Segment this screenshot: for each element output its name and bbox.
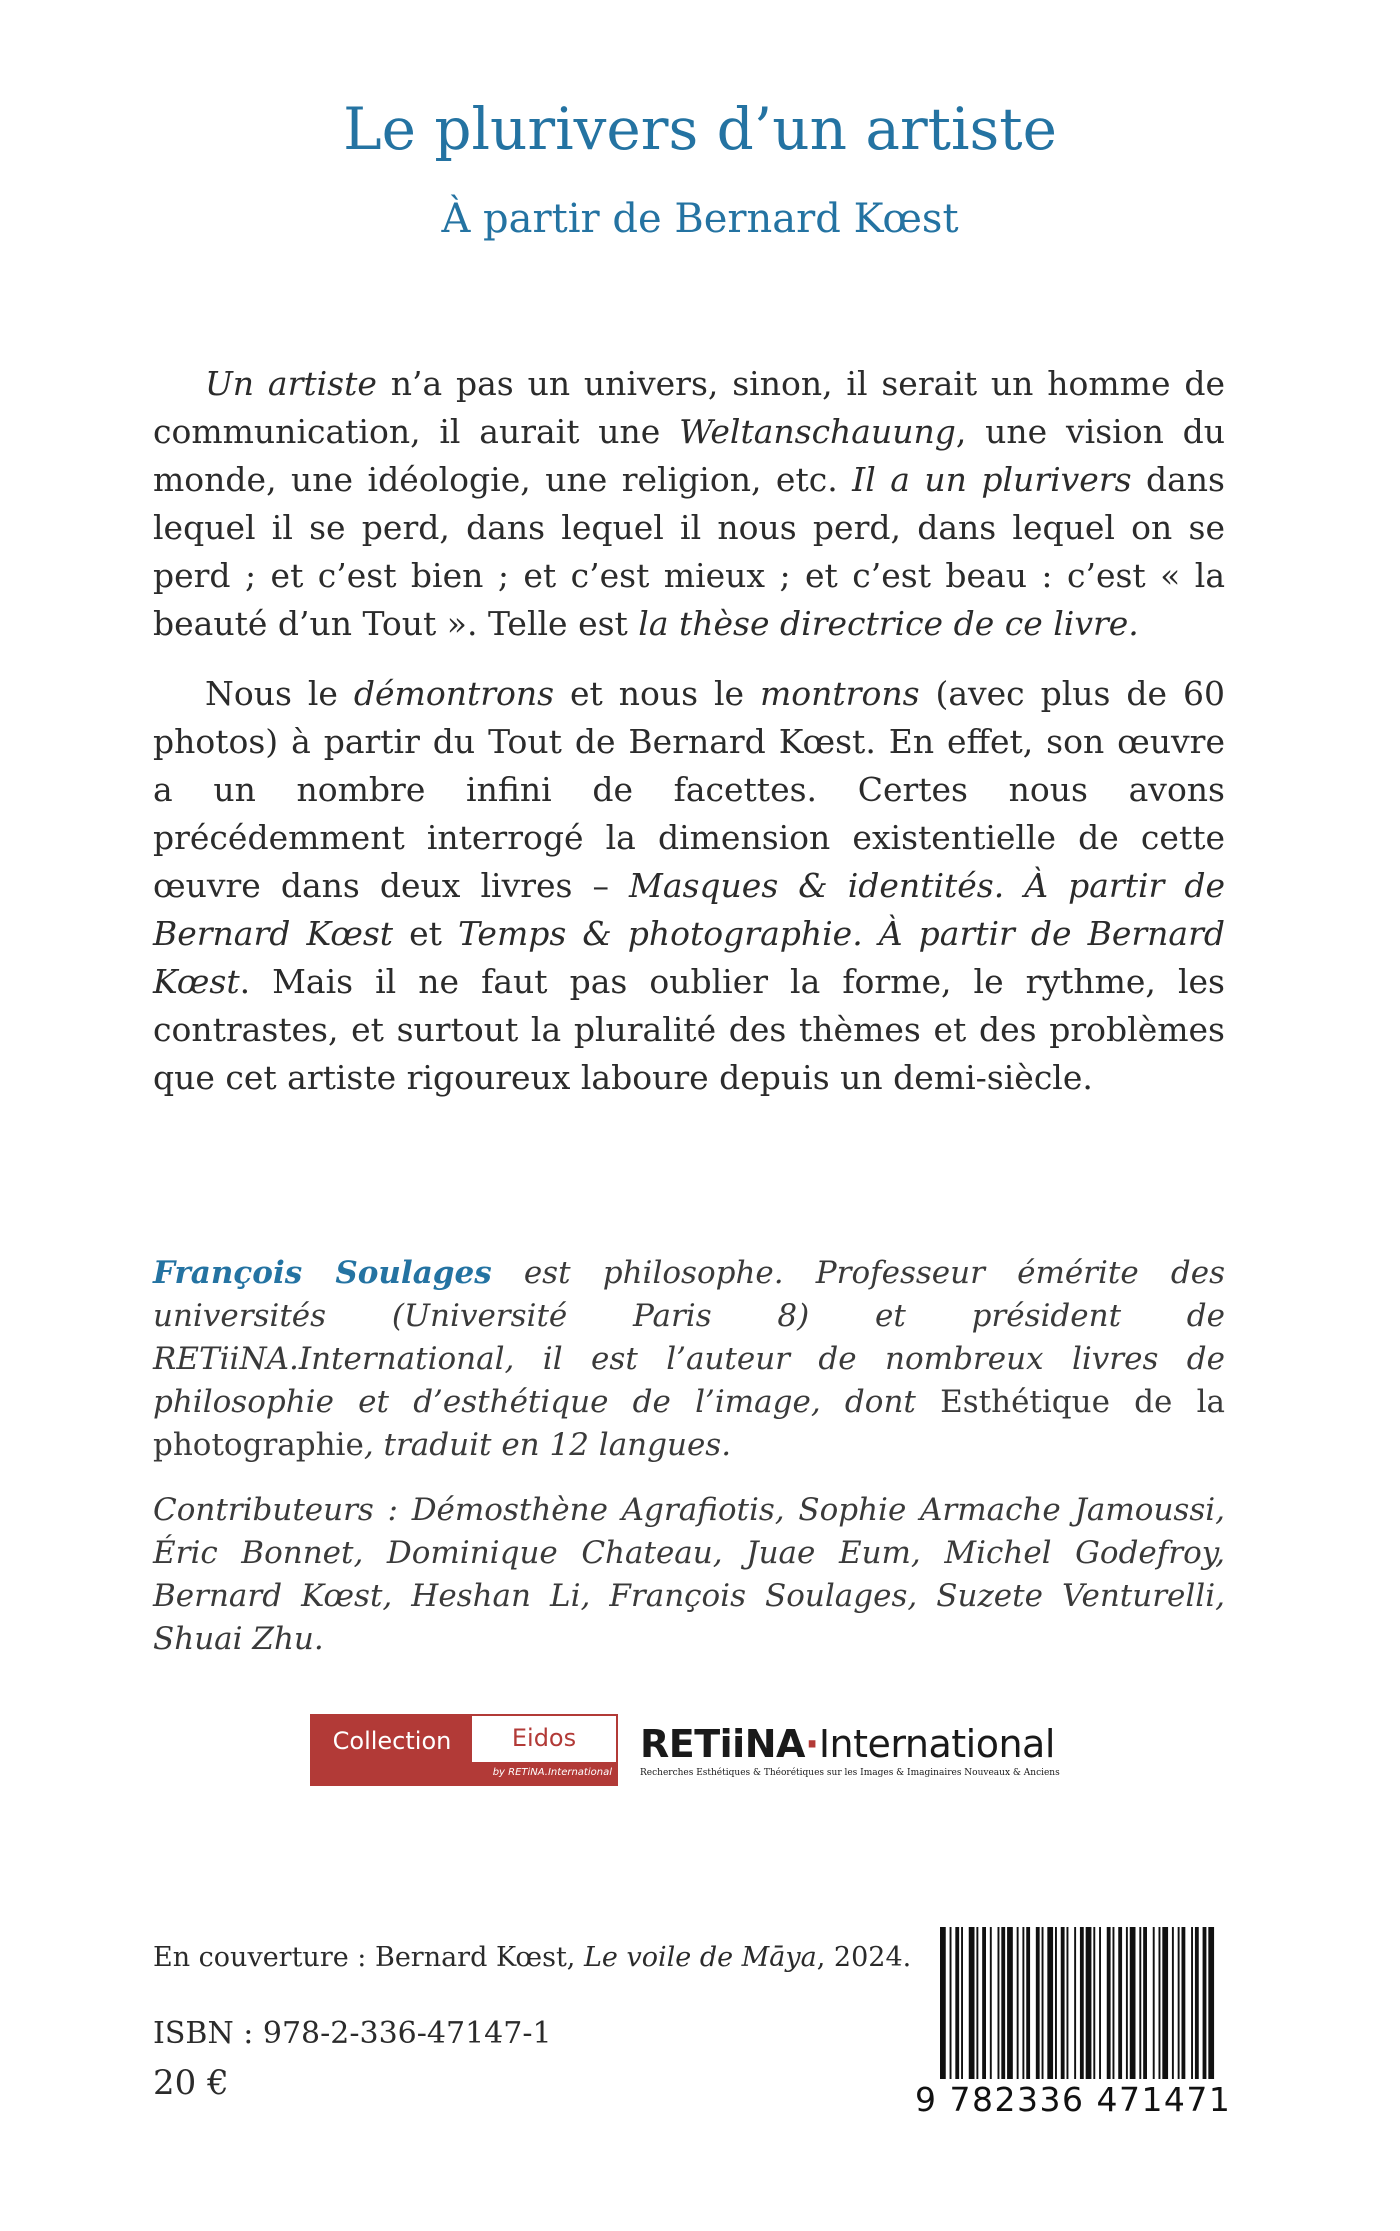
barcode-bar <box>1191 1927 1193 2079</box>
blurb-text: n’a pas un univers, sinon, il serait un homme de communication, il aurait une <box>153 364 1226 451</box>
author-bio <box>153 1252 1225 1683</box>
retina-wordmark-suffix: International <box>818 1722 1055 1766</box>
barcode-bar <box>1130 1927 1136 2079</box>
retina-wordmark-prefix: RETiiNA <box>640 1722 805 1766</box>
isbn: ISBN : 978-2-336-47147-1 <box>153 2016 552 2051</box>
barcode-bar <box>1001 1927 1005 2079</box>
author-bio-paragraph <box>153 1252 1225 1467</box>
bio-text: , traduit en 12 langues. <box>363 1427 732 1463</box>
barcode-bar <box>1042 1927 1044 2079</box>
barcode-bar <box>1182 1927 1186 2079</box>
barcode-bar <box>976 1927 978 2079</box>
cover-credit-year: , 2024. <box>816 1942 912 1973</box>
barcode-bar <box>1126 1927 1128 2079</box>
barcode-bar <box>1074 1927 1076 2079</box>
collection-eidos-logo <box>310 1714 618 1786</box>
eidos-label: Eidos <box>511 1724 577 1752</box>
bio-book-title: Esthétique de la photographie <box>153 1384 1225 1463</box>
barcode-bar <box>990 1927 992 2079</box>
barcode-bar <box>1172 1927 1174 2079</box>
blurb-paragraph-1 <box>153 360 1225 648</box>
barcode-bar <box>940 1927 946 2079</box>
bio-text: est philosophe. Professeur émérite des universités (Université Paris 8) et président de RETiiNA.International, il est l’auteur de nombreux livres de philosophie et d’esthétique de l’image, dont <box>153 1255 1226 1420</box>
barcode-bar <box>1159 1927 1161 2079</box>
back-cover-blurb <box>153 360 1225 1124</box>
contributors-list: Contributeurs : Démosthène Agrafiotis, Sophie Armache Jamoussi, Éric Bonnet, Dominique Chateau, Juae Eum, Michel Godefroy, Bernard Kœst, Heshan Li, François Soulages, Suzete Venturelli, Shuai Zhu. <box>153 1492 1225 1657</box>
blurb-paragraph-2 <box>153 670 1225 1102</box>
cover-credit <box>153 1942 911 1973</box>
barcode-bar <box>1139 1927 1141 2079</box>
barcode-bar <box>969 1927 975 2079</box>
barcode-bar <box>1047 1927 1053 2079</box>
barcode-bar <box>1026 1927 1030 2079</box>
collection-label: Collection <box>312 1716 472 1784</box>
book-title: Le plurivers d’un artiste <box>343 95 1057 163</box>
blurb-text: et <box>393 914 458 953</box>
barcode-bar <box>1113 1927 1115 2079</box>
barcode-bar <box>1162 1927 1168 2079</box>
retina-international-logo <box>640 1722 1080 1778</box>
barcode-bar <box>1107 1927 1111 2079</box>
blurb-emphasis: Temps & photographie. À partir de Bernard Kœst <box>153 914 1225 1001</box>
barcode-bar <box>1022 1927 1024 2079</box>
blurb-text: dans lequel il se perd, dans lequel il nous perd, dans lequel on se perd ; et c’est bien ; et c’est mieux ; et c’est beau : c’est « la beauté d’un Tout ». Telle est <box>153 460 1225 643</box>
barcode-bar <box>1067 1927 1069 2079</box>
book-subtitle: À partir de Bernard Kœst <box>441 196 959 242</box>
barcode-bar <box>1036 1927 1040 2079</box>
price: 20 € <box>153 2063 229 2103</box>
cover-credit-label: En couverture : Bernard Kœst, <box>153 1942 584 1973</box>
barcode-bar <box>1080 1927 1084 2079</box>
barcode-bar <box>950 1927 952 2079</box>
barcode-bar <box>1086 1927 1092 2079</box>
blurb-emphasis: montrons <box>760 674 920 713</box>
barcode-bar <box>998 1927 1000 2079</box>
barcode-bar <box>1017 1927 1019 2079</box>
barcode-bar <box>955 1927 959 2079</box>
collection-byline: by RETiNA.International <box>472 1762 618 1784</box>
blurb-emphasis: Masques & identités. À partir de Bernard Kœst <box>153 866 1225 953</box>
barcode-bar <box>1153 1927 1155 2079</box>
blurb-emphasis: Il a un plurivers <box>852 460 1132 499</box>
blurb-text: Nous le <box>205 674 354 713</box>
blurb-text: , une vision du monde, une idéologie, une religion, etc. <box>153 412 1225 499</box>
blurb-text: (avec plus de 60 photos) à partir du Tout de Bernard Kœst. En effet, son œuvre a un nombre infini de facettes. Certes nous avons précédemment interrogé la dimension existentielle de cette œuvre dans deux livres – <box>153 674 1225 905</box>
barcode-bar <box>1007 1927 1013 2079</box>
barcode-bar <box>1178 1927 1180 2079</box>
author-name: François Soulages <box>153 1255 492 1291</box>
barcode-bar <box>1118 1927 1122 2079</box>
blurb-text: . Mais il ne faut pas oublier la forme, le rythme, les contrastes, et surtout la pluralité des thèmes et des problèmes que cet artiste rigoureux laboure depuis un demi-siècle. <box>153 962 1225 1097</box>
blurb-emphasis: la thèse directrice de ce livre. <box>638 604 1139 643</box>
barcode-bar <box>961 1927 963 2079</box>
blurb-text: et nous le <box>554 674 760 713</box>
retina-dot: · <box>804 1722 819 1766</box>
barcode-bar <box>1203 1927 1207 2079</box>
barcode-bar <box>1061 1927 1065 2079</box>
barcode-bar <box>1143 1927 1147 2079</box>
retina-tagline: Recherches Esthétiques & Théorétiques sur les Images & Imaginaires Nouveaux & Anciens <box>640 1768 1060 1778</box>
barcode-bar <box>1208 1927 1214 2079</box>
barcode-bar <box>1195 1927 1199 2079</box>
barcode-icon <box>940 1927 1216 2079</box>
barcode-bar <box>1093 1927 1095 2079</box>
barcode-digits: 9 782336 471471 <box>915 2080 1232 2119</box>
cover-credit-work: Le voile de Māya <box>583 1942 817 1973</box>
blurb-emphasis: démontrons <box>353 674 555 713</box>
barcode-bar <box>1099 1927 1101 2079</box>
blurb-emphasis: Weltanschauung <box>679 412 956 451</box>
barcode-bar <box>982 1927 986 2079</box>
barcode-bar <box>1055 1927 1057 2079</box>
blurb-emphasis: Un artiste <box>205 364 377 403</box>
retina-wordmark <box>640 1722 1080 1766</box>
